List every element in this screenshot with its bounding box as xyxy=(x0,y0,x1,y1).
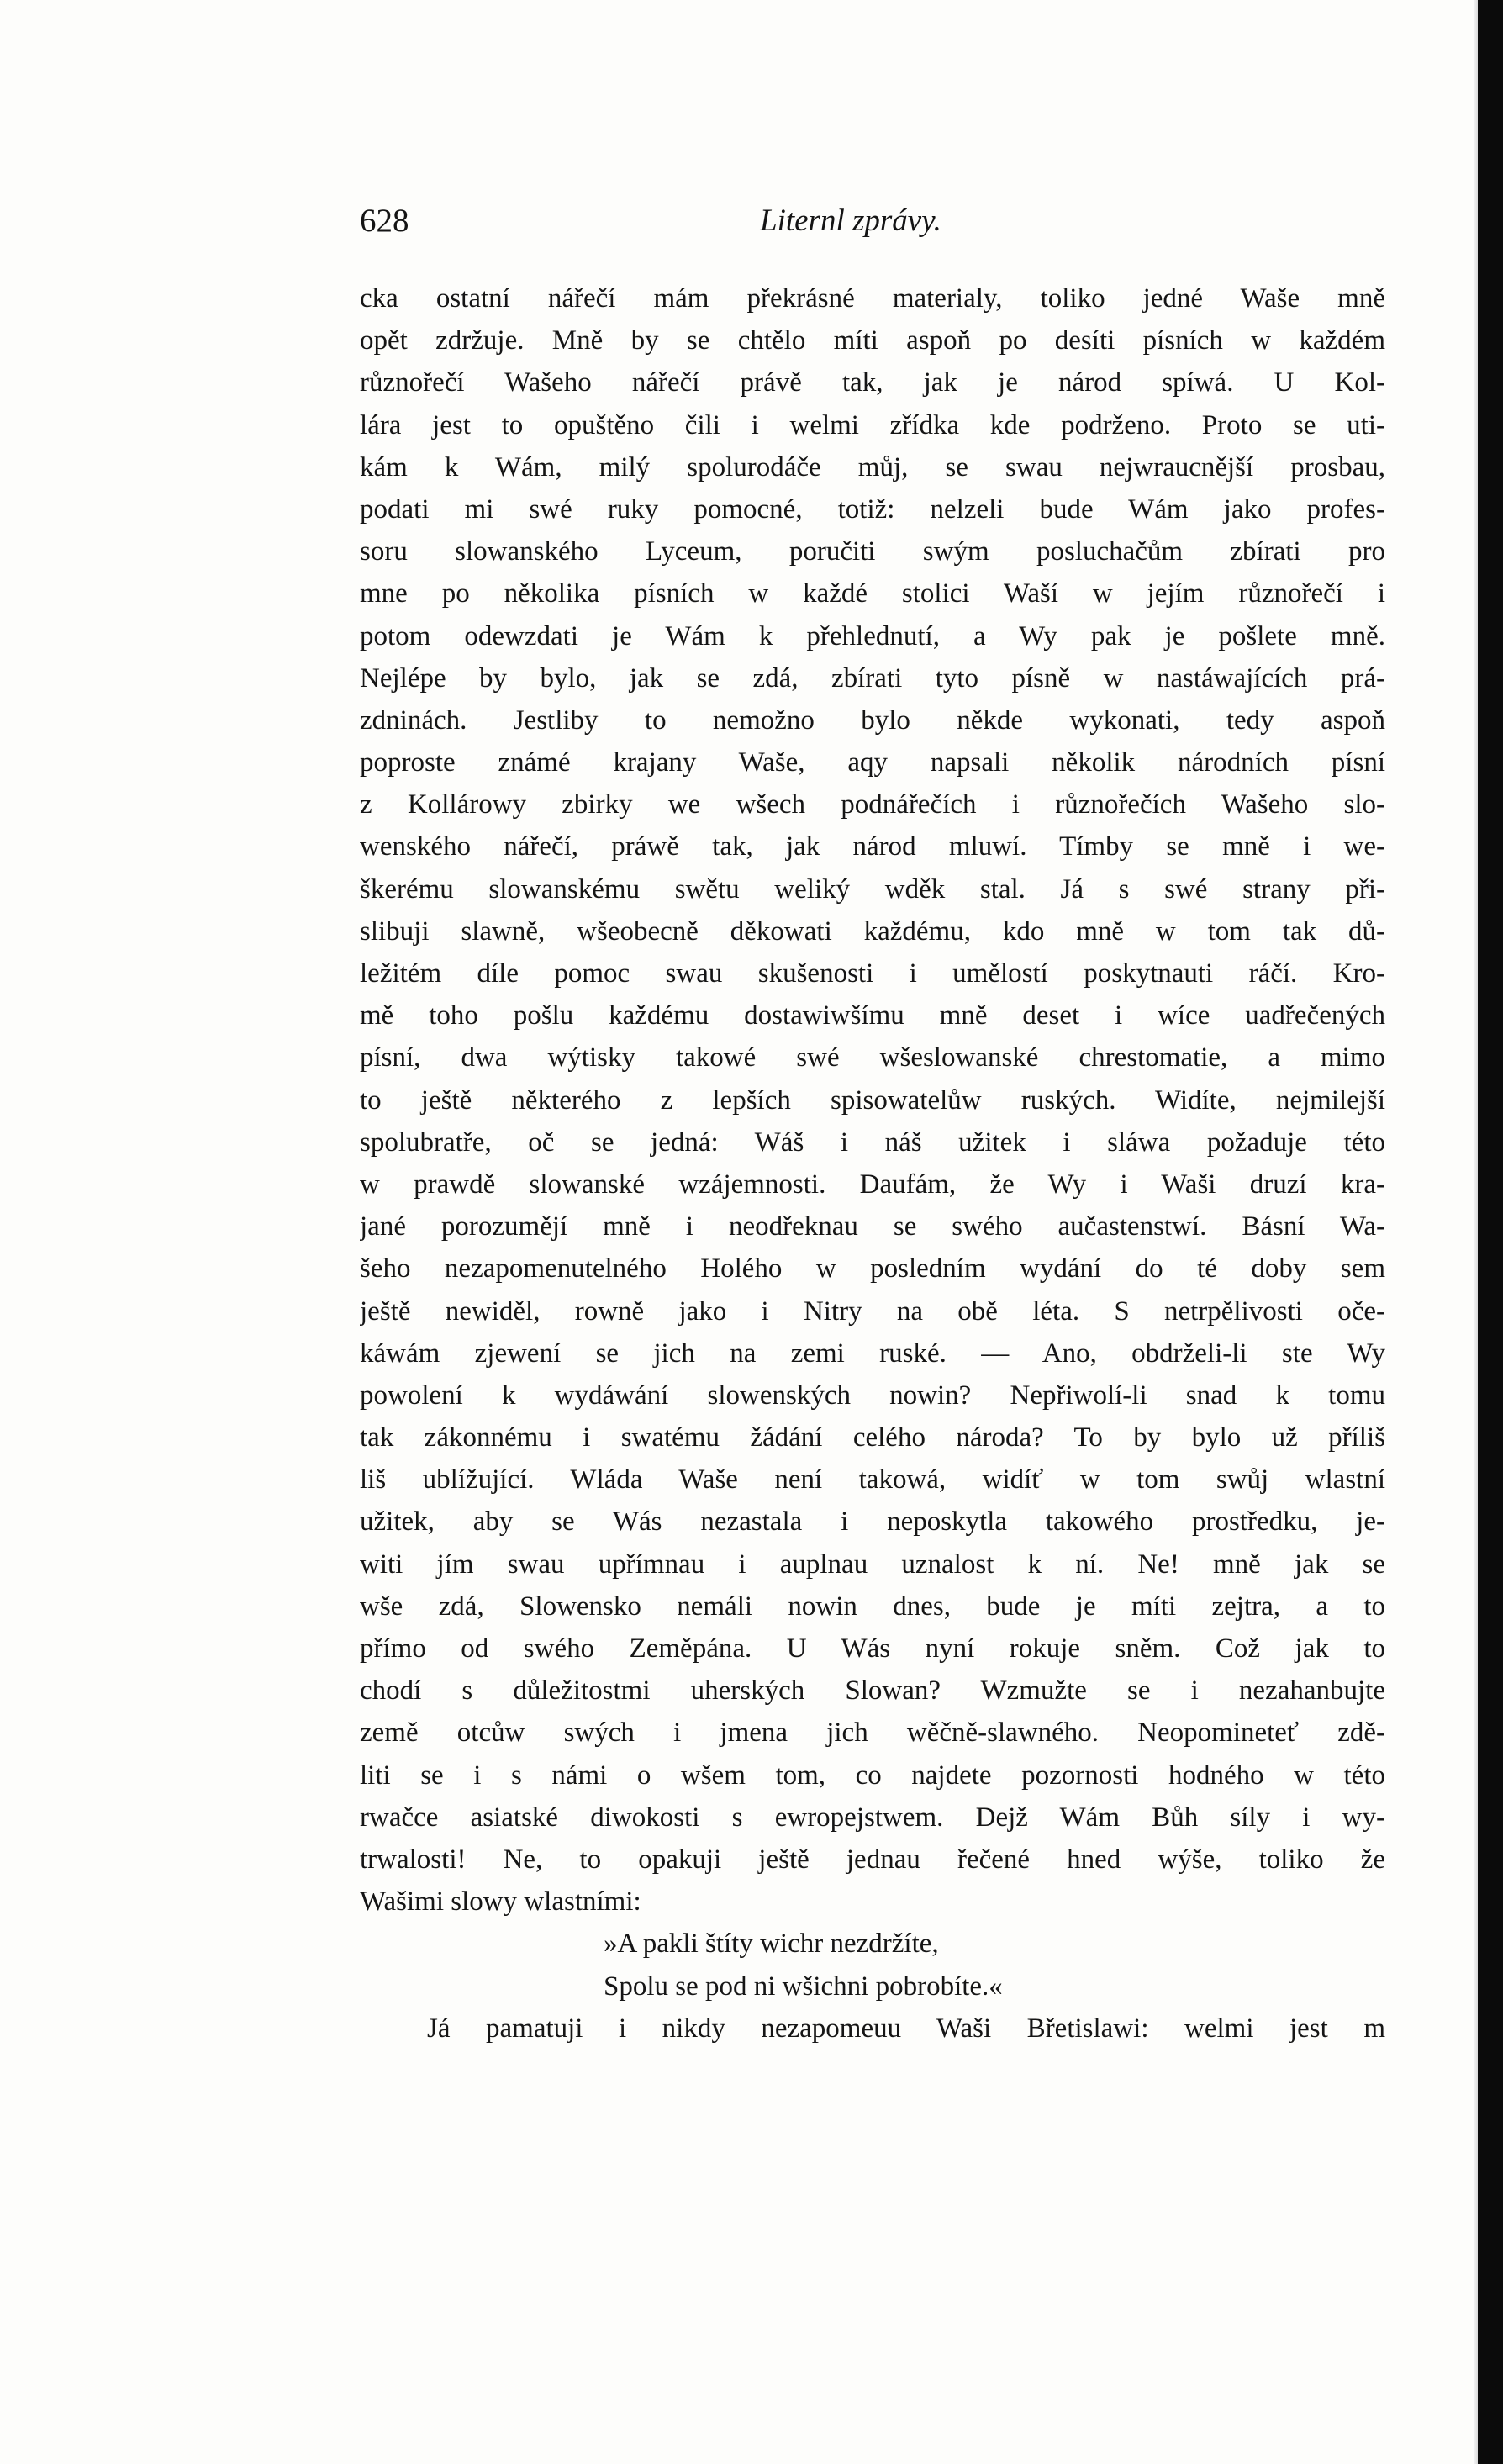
text-line: wše zdá, Slowensko nemáli nowin dnes, bude je míti zejtra, a to xyxy=(360,1591,1385,1622)
text-line: podati mi swé ruky pomocné, totiž: nelzeli bude Wám jako profes- xyxy=(360,493,1385,525)
text-line: písní, dwa wýtisky takowé swé wšeslowanské chrestomatie, a mimo xyxy=(360,1042,1385,1074)
text-line: slibuji slawně, wšeobecně děkowati každému, kdo mně w tom tak dů- xyxy=(360,915,1385,947)
verse-line: »A pakli štíty wichr nezdržíte, xyxy=(604,1928,939,1960)
text-line: lára jest to opuštěno čili i welmi zřídka kde podrženo. Proto se uti- xyxy=(360,409,1385,441)
text-line: powolení k wydáwání slowenských nowin? Nepřiwolí-li snad k tomu xyxy=(360,1380,1385,1411)
text-line: země otcůw swých i jmena jich wěčně-slawného. Neopomineteť zdě- xyxy=(360,1717,1385,1749)
text-line: opět zdržuje. Mně by se chtělo míti aspoň po desíti písních w každém xyxy=(360,325,1385,356)
text-line: tak zákonnému i swatému žádání celého národa? To by bylo už příliš xyxy=(360,1422,1385,1454)
text-line: potom odewzdati je Wám k přehlednutí, a Wy pak je pošlete mně. xyxy=(360,620,1385,652)
body-text xyxy=(360,277,1385,2050)
text-line: w prawdě slowanské wzájemnosti. Daufám, že Wy i Waši druzí kra- xyxy=(360,1169,1385,1200)
text-line: ještě newiděl, rowně jako i Nitry na obě léta. S netrpělivosti oče- xyxy=(360,1295,1385,1327)
text-line: to ještě některého z lepších spisowatelůw ruských. Widíte, nejmilejší xyxy=(360,1084,1385,1116)
verse-line: Spolu se pod ni wšichni pobrobíte.« xyxy=(604,1971,1003,2002)
text-line: Wašimi slowy wlastními: xyxy=(360,1886,641,1918)
text-line: rwačce asiatské diwokosti s ewropejstwem. Dejž Wám Bůh síly i wy- xyxy=(360,1802,1385,1833)
page-number: 628 xyxy=(360,203,409,239)
text-line: mne po několika písních w každé stolici Waší w jejím různořečí i xyxy=(360,578,1385,609)
text-line: jané porozumějí mně i neodřeknau se swého aučastenstwí. Básní Wa- xyxy=(360,1211,1385,1243)
scan-edge xyxy=(1478,0,1503,2464)
text-line: káwám zjewení se jich na zemi ruské. — Ano, obdrželi-li ste Wy xyxy=(360,1338,1385,1369)
text-line: liš ublížující. Wláda Waše není takowá, widíť w tom swůj wlastní xyxy=(360,1464,1385,1496)
text-line: mě toho pošlu každému dostawiwšímu mně deset i wíce uadřečených xyxy=(360,1000,1385,1032)
text-line: witi jím swau upřímnau i auplnau uznalost k ní. Ne! mně jak se xyxy=(360,1549,1385,1580)
text-line: různořečí Wašeho nářečí právě tak, jak je národ spíwá. U Kol- xyxy=(360,367,1385,398)
text-line: trwalosti! Ne, to opakuji ještě jednau řečené hned wýše, toliko že xyxy=(360,1844,1385,1875)
text-line: Nejlépe by bylo, jak se zdá, zbírati tyto písně w nastáwajících prá- xyxy=(360,662,1385,694)
text-line: přímo od swého Zeměpána. U Wás nyní rokuje sněm. Což jak to xyxy=(360,1633,1385,1664)
text-line: kám k Wám, milý spolurodáče můj, se swau nejwraucnější prosbau, xyxy=(360,451,1385,483)
running-title: Liternl zprávy. xyxy=(760,203,941,238)
text-line: šeho nezapomenutelného Holého w posledním wydání do té doby sem xyxy=(360,1253,1385,1285)
text-line: poproste známé krajany Waše, aqy napsali několik národních písní xyxy=(360,747,1385,778)
text-line: soru slowanského Lyceum, poručiti swým posluchačům zbírati pro xyxy=(360,536,1385,567)
text-line: užitek, aby se Wás nezastala i neposkytla takowého prostředku, je- xyxy=(360,1506,1385,1538)
closing-line: Já pamatuji i nikdy nezapomeuu Waši Břetislawi: welmi jest m xyxy=(427,2013,1385,2044)
text-line: chodí s důležitostmi uherských Slowan? Wzmužte se i nezahanbujte xyxy=(360,1675,1385,1707)
text-line: wenského nářečí, práwě tak, jak národ mluwí. Tímby se mně i we- xyxy=(360,831,1385,863)
text-line: cka ostatní nářečí mám překrásné materialy, toliko jedné Waše mně xyxy=(360,283,1385,314)
text-line: z Kollárowy zbirky we wšech podnářečích i různořečích Wašeho slo- xyxy=(360,789,1385,820)
text-line: ležitém díle pomoc swau skušenosti i umělostí poskytnauti ráčí. Kro- xyxy=(360,958,1385,989)
text-line: škerému slowanskému swětu weliký wděk stal. Já s swé strany při- xyxy=(360,873,1385,905)
text-line: spolubratře, oč se jedná: Wáš i náš užitek i sláwa požaduje této xyxy=(360,1126,1385,1158)
text-line: liti se i s námi o wšem tom, co najdete pozornosti hodného w této xyxy=(360,1760,1385,1791)
page-header xyxy=(360,200,1402,251)
text-line: zdninách. Jestliby to nemožno bylo někde wykonati, tedy aspoň xyxy=(360,704,1385,736)
